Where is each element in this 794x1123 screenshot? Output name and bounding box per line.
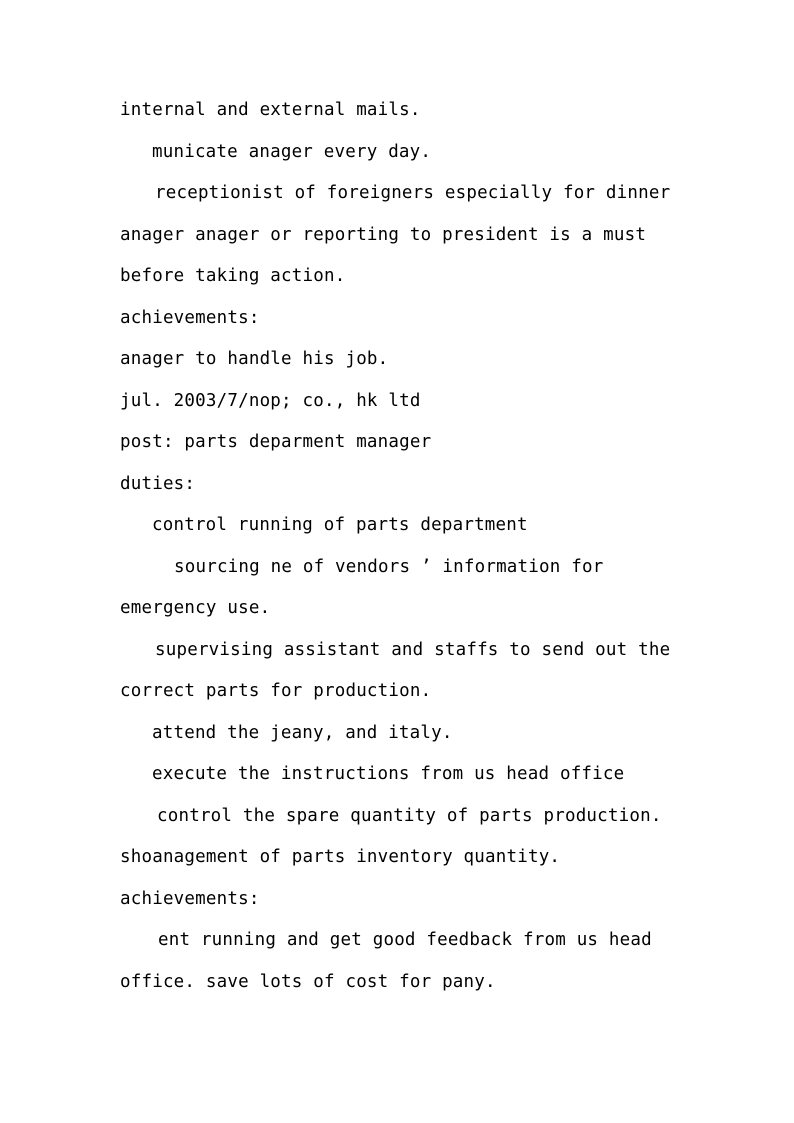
text-line: ent running and get good feedback from us head xyxy=(158,930,652,950)
text-line: attend the jeany, and italy. xyxy=(152,723,453,743)
text-line: control running of parts department xyxy=(152,515,528,535)
text-line: emergency use. xyxy=(120,598,271,618)
text-line: receptionist of foreigners especially for dinner xyxy=(155,183,671,203)
text-line: shoanagement of parts inventory quantity. xyxy=(120,847,561,867)
text-line: supervising assistant and staffs to send out the xyxy=(155,640,671,660)
employment-entry: jul. 2003/7/nop; co., hk ltd xyxy=(120,391,421,411)
text-line: municate anager every day. xyxy=(152,142,432,162)
text-line: before taking action. xyxy=(120,266,346,286)
section-heading: achievements: xyxy=(120,889,260,909)
text-line: office. save lots of cost for pany. xyxy=(120,972,496,992)
section-heading: achievements: xyxy=(120,308,260,328)
post-line: post: parts deparment manager xyxy=(120,432,432,452)
text-line: execute the instructions from us head office xyxy=(152,764,625,784)
section-heading: duties: xyxy=(120,474,196,494)
text-line: correct parts for production. xyxy=(120,681,432,701)
text-line: anager to handle his job. xyxy=(120,349,389,369)
text-line: anager anager or reporting to president is a must xyxy=(120,225,647,245)
text-line: sourcing ne of vendors ’ information for xyxy=(174,557,604,577)
text-line: control the spare quantity of parts production. xyxy=(157,806,662,826)
text-line: internal and external mails. xyxy=(120,100,421,120)
